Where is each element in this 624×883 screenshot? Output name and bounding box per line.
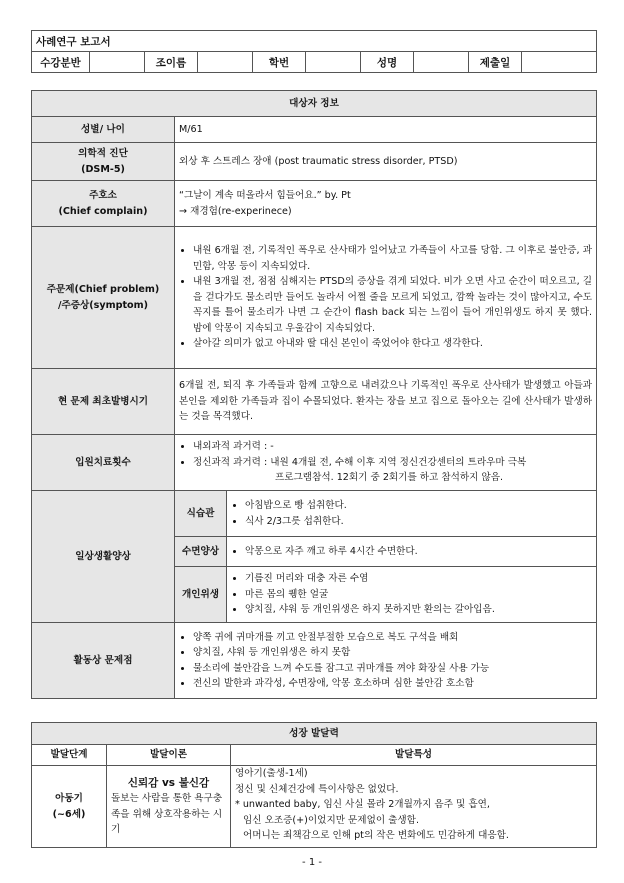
- complaint-label-line2: (Chief complain): [58, 205, 148, 217]
- theory-title: 신뢰감 vs 불신감: [127, 776, 210, 789]
- page-number: - 1 -: [302, 857, 322, 868]
- activity-item: • 양치질, 샤워 등 개인위생은 하지 못함: [193, 645, 592, 661]
- feature-line: 어머니는 죄책감으로 인해 pt의 작은 변화에도 민감하게 대응함.: [243, 830, 509, 841]
- onset-value: 6개월 전, 퇴직 후 가족들과 함께 고향으로 내려갔으나 기록적인 폭우로 산사태가 발생했고 아들과 본인을 제외한 가족들과 집이 수몰되었다. 환자는 장을 보고 집으로 돌아오는 길에 산사태가 발생하는 것을 목격했다.: [175, 369, 597, 435]
- problem-label-line2: /주증상(symptom): [57, 299, 149, 311]
- problem-label-line1: 주문제(Chief problem): [46, 284, 160, 295]
- activity-item: • 물소리에 불안감을 느껴 수도를 잠그고 귀마개를 껴야 화장실 사용 가능: [193, 661, 592, 677]
- theory-desc: 돌보는 사람을 통한 욕구충족을 위해 상호작용하는 시기: [111, 793, 223, 835]
- daily-label: 일상생활양상: [32, 491, 175, 623]
- diagnosis-value: 외상 후 스트레스 장애 (post traumatic stress disorder, PTSD): [175, 143, 597, 181]
- sleep-value: [227, 537, 597, 567]
- feature-line: * unwanted baby, 임신 사실 몰라 2개월까지 음주 및 흡연,: [235, 799, 490, 810]
- admission-item: • 내외과적 과거력 : -: [193, 439, 592, 455]
- date-label: 제출일: [469, 52, 522, 73]
- complaint-quote: “그날이 계속 떠올라서 힘들어요.” by. Pt: [179, 190, 351, 201]
- meal-label: 식습관: [175, 491, 227, 537]
- sleep-item: • 악몽으로 자주 깨고 하루 4시간 수면한다.: [245, 544, 592, 560]
- growth-table: [31, 722, 597, 848]
- complaint-label: [32, 181, 175, 227]
- feature-line: 임신 오조증(+)이었지만 문제없이 출생함.: [243, 814, 420, 826]
- sleep-label: 수면양상: [175, 537, 227, 567]
- feature-line: 영아기(출생-1세): [235, 768, 308, 779]
- report-title: 사례연구 보고서: [32, 31, 597, 52]
- stage-age: (~6세): [52, 808, 86, 820]
- theory-cell: [107, 766, 231, 848]
- sex-age-value: M/61: [175, 117, 597, 143]
- student-id-label: 학번: [253, 52, 306, 73]
- hygiene-label: 개인위생: [175, 567, 227, 623]
- growth-section-title: 성장 발달력: [32, 723, 597, 745]
- feature-header: 발달특성: [231, 745, 597, 766]
- meal-item: • 아침밥으로 빵 섭취한다.: [245, 498, 592, 514]
- diagnosis-label-line1: 의학적 진단: [78, 148, 128, 159]
- date-field[interactable]: [522, 52, 597, 73]
- hygiene-item: • 기름진 머리와 대충 자른 수염: [245, 571, 592, 587]
- stage-header: 발달단계: [32, 745, 107, 766]
- admission-value: [175, 435, 597, 491]
- meal-item: • 식사 2/3그릇 섭취한다.: [245, 514, 592, 530]
- problem-item: • 내원 3개월 전, 점점 심해지는 PTSD의 증상을 겪게 되었다. 비가 오면 사고 순간이 떠오르고, 길을 걷다가도 물소리만 들어도 놀라서 어쩔 줄을 모르게 되었고, 깜짝 놀라는 것이 많아지고, 수도꼭지를 틀어 물소리가 나면 그 순간이 flash back 되는 느낌이 들어 개인위생도 하지 못 했다. 밤에 악몽이 지속되고 우울감이 지속되었다.: [193, 274, 592, 336]
- activity-label: 활동상 문제점: [32, 623, 175, 699]
- problem-label: [32, 227, 175, 369]
- hygiene-item: • 마른 몸의 퀭한 얼굴: [245, 587, 592, 603]
- report-header: [31, 30, 597, 73]
- admission-item: [193, 455, 592, 486]
- admission-line2b: 프로그램참석. 12회기 중 2회기를 하고 참석하지 않음.: [275, 472, 504, 484]
- sex-age-label: 성별/ 나이: [32, 117, 175, 143]
- feature-line: 정신 및 신체건강에 특이사항은 없었다.: [235, 783, 399, 795]
- stage-name: 아동기: [55, 793, 83, 804]
- stage-cell: [32, 766, 107, 848]
- meal-value: [227, 491, 597, 537]
- admission-line2a: • 정신과적 과거력 : 내원 4개월 전, 수해 이후 지역 정신건강센터의 트라우마 극복: [193, 456, 527, 468]
- complaint-note: → 재경험(re-experinece): [179, 205, 292, 217]
- activity-item: • 전신의 발한과 과각성, 수면장애, 악몽 호소하며 심한 불안감 호소함: [193, 676, 592, 692]
- name-field[interactable]: [414, 52, 469, 73]
- name-label: 성명: [361, 52, 414, 73]
- activity-value: [175, 623, 597, 699]
- hygiene-value: [227, 567, 597, 623]
- admission-label: 입원치료횟수: [32, 435, 175, 491]
- problem-value: [175, 227, 597, 369]
- complaint-label-line1: 주호소: [89, 190, 117, 201]
- feature-cell: [231, 766, 597, 848]
- patient-info-table: [31, 90, 597, 699]
- team-field[interactable]: [198, 52, 253, 73]
- diagnosis-label-line2: (DSM-5): [81, 163, 125, 175]
- activity-item: • 양쪽 귀에 귀마개를 끼고 안절부절한 모습으로 복도 구석을 배회: [193, 630, 592, 646]
- theory-header: 발달이론: [107, 745, 231, 766]
- hygiene-item: • 양치질, 샤워 등 개인위생은 하지 못하지만 환의는 갈아입음.: [245, 602, 592, 618]
- diagnosis-label: [32, 143, 175, 181]
- patient-section-title: 대상자 정보: [32, 91, 597, 117]
- class-label: 수강분반: [32, 52, 90, 73]
- team-label: 조이름: [145, 52, 198, 73]
- problem-item: • 살아갈 의미가 없고 아내와 딸 대신 본인이 죽었어야 한다고 생각한다.: [193, 336, 592, 352]
- onset-label: 현 문제 최초발병시기: [32, 369, 175, 435]
- problem-item: • 내원 6개월 전, 기록적인 폭우로 산사태가 일어났고 가족들이 사고를 당함. 그 이후로 불안증, 과민함, 악몽 등이 지속되었다.: [193, 243, 592, 274]
- student-id-field[interactable]: [306, 52, 361, 73]
- class-field[interactable]: [90, 52, 145, 73]
- complaint-value: [175, 181, 597, 227]
